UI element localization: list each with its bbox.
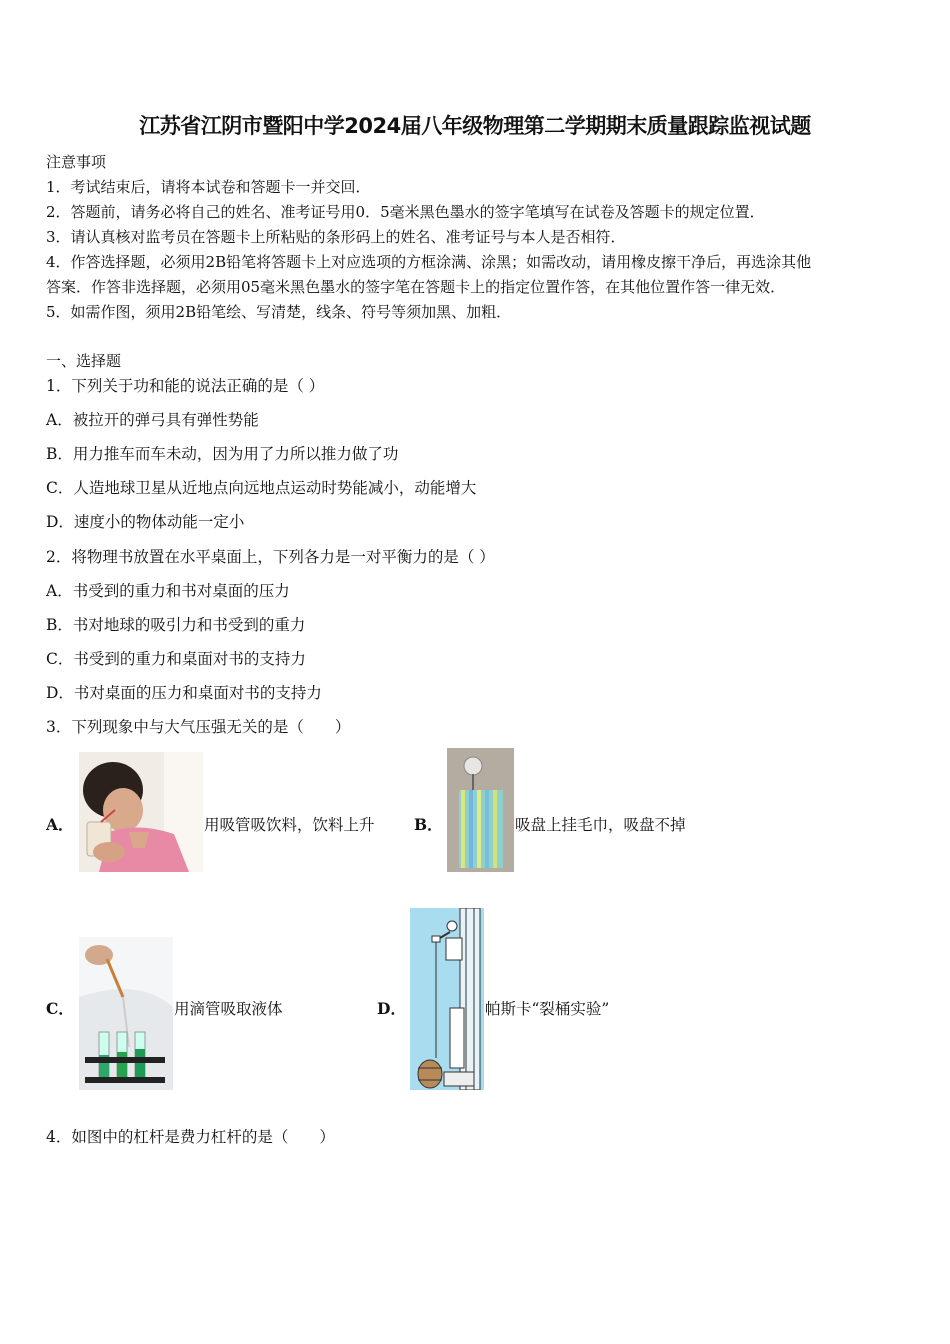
section-heading: 一、选择题 [46, 352, 122, 370]
notice-item-2: 2．答题前，请务必将自己的姓名、准考证号用0．5毫米黑色墨水的签字笔填写在试卷及答题卡的规定位置． [46, 203, 765, 221]
q3-option-b-caption: 吸盘上挂毛巾，吸盘不掉 [515, 816, 686, 834]
suction-cup-towel-photo [447, 748, 514, 872]
q3-option-b-letter: B． [414, 815, 443, 834]
pascal-barrel-illustration [410, 908, 484, 1090]
q3-option-d-letter: D． [377, 999, 406, 1018]
notice-heading: 注意事项 [46, 153, 107, 171]
q3-stem: 3．下列现象中与大气压强无关的是（ ） [46, 718, 351, 736]
q2-option-d: D．书对桌面的压力和桌面对书的支持力 [46, 684, 322, 702]
notice-item-4: 4．作答选择题，必须用2B铅笔将答题卡上对应选项的方框涂满、涂黑；如需改动，请用橡皮擦干净后，再选涂其他 [46, 253, 812, 271]
q3-option-a-letter: A． [46, 815, 74, 834]
q2-option-b: B．书对地球的吸引力和书受到的重力 [46, 616, 306, 634]
q1-option-d: D．速度小的物体动能一定小 [46, 513, 245, 531]
q2-option-c: C．书受到的重力和桌面对书的支持力 [46, 650, 306, 668]
dropper-photo [79, 937, 173, 1090]
exam-title: 江苏省江阴市暨阳中学2024届八年级物理第二学期期末质量跟踪监视试题 [139, 114, 811, 138]
q1-option-a: A．被拉开的弹弓具有弹性势能 [46, 411, 259, 429]
notice-item-3: 3．请认真核对监考员在答题卡上所粘贴的条形码上的姓名、准考证号与本人是否相符． [46, 228, 626, 246]
q3-option-c-letter: C． [46, 999, 74, 1018]
q1-option-b: B．用力推车而车未动，因为用了力所以推力做了功 [46, 445, 399, 463]
q3-option-a-caption: 用吸管吸饮料，饮料上升 [204, 816, 375, 834]
q1-stem: 1．下列关于功和能的说法正确的是（ ） [46, 377, 325, 395]
notice-item-4-cont: 答案．作答非选择题，必须用05毫米黑色墨水的签字笔在答题卡上的指定位置作答，在其他位置作答一律无效． [46, 278, 786, 296]
q3-option-c-caption: 用滴管吸取液体 [174, 1000, 283, 1018]
q3-option-d-caption: 帕斯卡“裂桶实验” [485, 1000, 610, 1018]
notice-item-5: 5．如需作图，须用2B铅笔绘、写清楚，线条、符号等须加黑、加粗． [46, 303, 512, 321]
q2-stem: 2．将物理书放置在水平桌面上，下列各力是一对平衡力的是（ ） [46, 548, 495, 566]
q2-option-a: A．书受到的重力和书对桌面的压力 [46, 582, 290, 600]
q4-stem: 4．如图中的杠杆是费力杠杆的是（ ） [46, 1128, 335, 1146]
drinking-straw-photo [79, 752, 203, 872]
q1-option-c: C．人造地球卫星从近地点向远地点运动时势能减小，动能增大 [46, 479, 477, 497]
notice-item-1: 1．考试结束后，请将本试卷和答题卡一并交回． [46, 178, 371, 196]
